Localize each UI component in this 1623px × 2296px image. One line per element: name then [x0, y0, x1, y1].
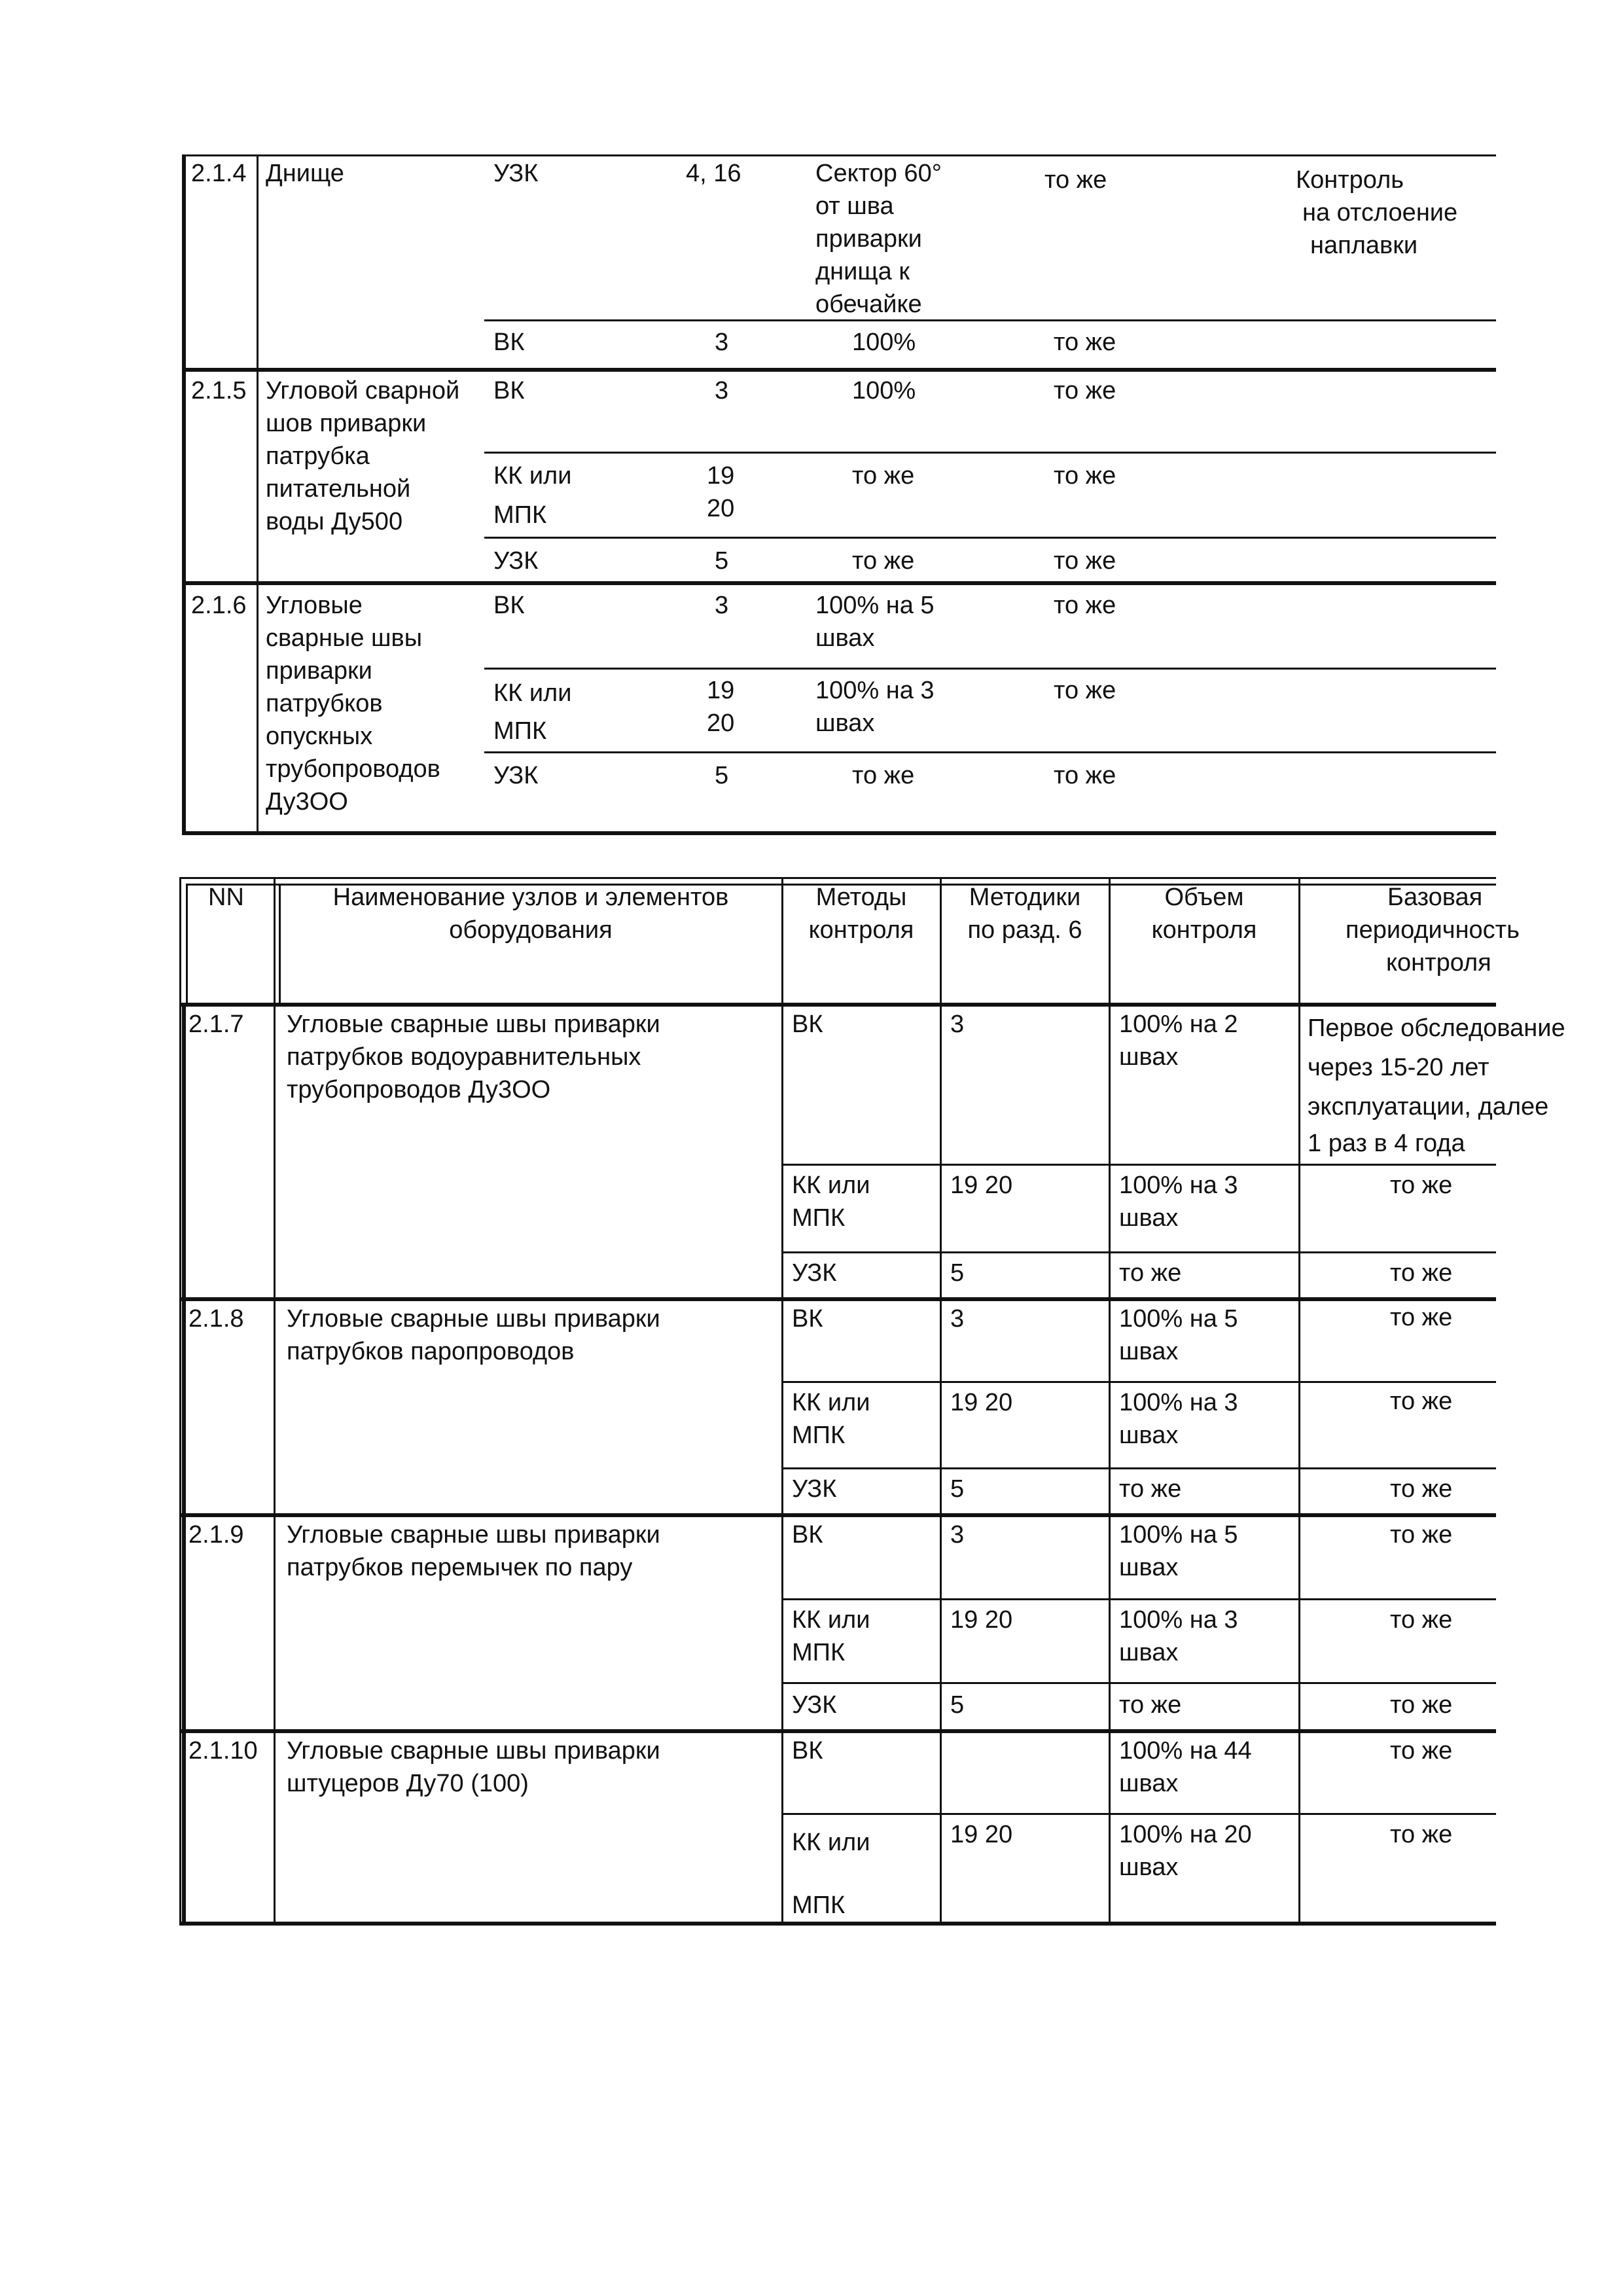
- row-name: Угловые: [266, 592, 363, 619]
- period: эксплуатации, далее: [1308, 1093, 1549, 1121]
- period: то же: [1054, 377, 1116, 404]
- period: то же: [1054, 329, 1116, 356]
- rule: [484, 319, 1496, 321]
- row-id: 2.1.10: [188, 1737, 258, 1765]
- row-name: Ду3ОО: [266, 788, 348, 816]
- row-id: 2.1.7: [188, 1011, 244, 1038]
- methodology: 19 20: [950, 1172, 1013, 1199]
- methodology: 19 20: [950, 1606, 1013, 1634]
- header-base: Базовая: [1387, 884, 1483, 911]
- methodology: 5: [950, 1259, 965, 1287]
- method: ВК: [792, 1521, 823, 1549]
- rule: [1109, 877, 1111, 1924]
- volume: то же: [1119, 1691, 1182, 1719]
- row-name: питательной: [266, 475, 411, 503]
- row-name: Угловые сварные швы приварки: [287, 1737, 660, 1765]
- rule: [182, 368, 1496, 372]
- row-name: трубопроводов Ду3ОО: [287, 1076, 551, 1103]
- row-name: Угловые сварные швы приварки: [287, 1305, 660, 1333]
- methodology: 20: [707, 709, 735, 737]
- header-methodology: Методики: [969, 884, 1081, 911]
- header-name: оборудования: [449, 916, 613, 944]
- row-name: патрубков водоуравнительных: [287, 1043, 641, 1071]
- row-name: Угловые сварные швы приварки: [287, 1011, 660, 1038]
- header-base-clip: [1301, 877, 1520, 982]
- period: Первое обследование: [1308, 1014, 1565, 1042]
- header-nn: NN: [208, 884, 244, 911]
- row-name: опускных: [266, 723, 373, 750]
- method: ВК: [493, 377, 525, 404]
- methodology: 3: [950, 1305, 965, 1333]
- period: то же: [1044, 166, 1107, 194]
- period: то же: [1054, 592, 1116, 619]
- rule: [182, 1003, 186, 1924]
- volume: то же: [852, 547, 915, 575]
- rule: [182, 831, 1496, 835]
- volume: швах: [1119, 1043, 1179, 1071]
- period: то же: [1390, 1259, 1453, 1287]
- method: КК или: [493, 462, 572, 490]
- method: УЗК: [792, 1475, 837, 1503]
- row-name: патрубков паропроводов: [287, 1338, 575, 1365]
- header-base: периодичность: [1346, 916, 1520, 944]
- methodology: 5: [715, 547, 729, 575]
- volume: 100% на 2: [1119, 1011, 1238, 1038]
- volume: швах: [1119, 1770, 1179, 1797]
- methodology: 4, 16: [686, 160, 741, 187]
- volume: 100%: [852, 329, 916, 356]
- row-name: воды Ду500: [266, 508, 403, 535]
- volume: 100% на 5: [1119, 1305, 1238, 1333]
- period: то же: [1054, 762, 1116, 789]
- method: КК или: [493, 679, 572, 707]
- volume: 100% на 3: [1119, 1389, 1238, 1416]
- method: УЗК: [792, 1259, 837, 1287]
- rule: [274, 877, 276, 1924]
- row-name: штуцеров Ду70 (100): [287, 1770, 529, 1797]
- volume: 100% на 44: [1119, 1737, 1252, 1765]
- rule: [940, 877, 942, 1924]
- volume: Сектор 60°: [815, 160, 942, 187]
- rule: [484, 452, 1496, 454]
- methodology: 20: [707, 495, 735, 522]
- period: то же: [1390, 1821, 1453, 1848]
- rule: [182, 154, 186, 835]
- row-name: шов приварки: [266, 410, 427, 437]
- row-name: трубопроводов: [266, 755, 440, 783]
- rule: [1298, 877, 1300, 1924]
- methodology: 5: [950, 1691, 965, 1719]
- note: Контроль: [1296, 166, 1404, 194]
- methodology: 5: [715, 762, 729, 789]
- volume: обечайке: [815, 291, 922, 318]
- method: ВК: [493, 592, 525, 619]
- methodology: 19: [707, 462, 735, 490]
- volume: 100%: [852, 377, 916, 404]
- rule: [781, 877, 783, 1924]
- methodology: 3: [950, 1521, 965, 1549]
- period: 1 раз в 4 года: [1308, 1130, 1465, 1157]
- header-volume: Объем: [1164, 884, 1244, 911]
- period: то же: [1390, 1691, 1453, 1719]
- method: КК или: [792, 1172, 870, 1199]
- methodology: 19 20: [950, 1821, 1013, 1848]
- period: то же: [1390, 1521, 1453, 1549]
- methodology: 3: [715, 592, 729, 619]
- row-name: Угловые сварные швы приварки: [287, 1521, 660, 1549]
- volume: 100% на 3: [1119, 1606, 1238, 1634]
- volume: днища к: [815, 258, 910, 285]
- method: МПК: [493, 717, 547, 745]
- method: УЗК: [493, 547, 539, 575]
- volume: приварки: [815, 225, 922, 253]
- volume: 100% на 3: [1119, 1172, 1238, 1199]
- row-name: сварные швы: [266, 624, 423, 652]
- method: ВК: [792, 1305, 823, 1333]
- volume: то же: [1119, 1475, 1182, 1503]
- rule: [186, 884, 188, 1005]
- methodology: 3: [715, 377, 729, 404]
- row-id: 2.1.4: [191, 160, 247, 187]
- row-name: Днище: [266, 160, 344, 187]
- volume: швах: [1119, 1639, 1179, 1666]
- volume: 100% на 5: [1119, 1521, 1238, 1549]
- volume: швах: [815, 709, 875, 737]
- rule: [182, 581, 1496, 585]
- method: КК или: [792, 1829, 870, 1856]
- rule: [484, 668, 1496, 670]
- method: ВК: [792, 1737, 823, 1765]
- method: МПК: [792, 1639, 846, 1666]
- volume: 100% на 3: [815, 677, 935, 704]
- period: то же: [1390, 1737, 1453, 1765]
- method: МПК: [493, 501, 547, 529]
- volume: то же: [852, 762, 915, 789]
- row-id: 2.1.5: [191, 377, 247, 404]
- rule: [179, 877, 181, 1924]
- row-name: патрубков: [266, 690, 383, 717]
- base-column-clip: [1301, 1005, 1565, 1922]
- period: то же: [1390, 1475, 1453, 1503]
- method: МПК: [792, 1422, 846, 1449]
- method: ВК: [493, 329, 525, 356]
- volume: швах: [815, 624, 875, 652]
- volume: то же: [1119, 1259, 1182, 1287]
- rule: [257, 154, 259, 835]
- volume: от шва: [815, 192, 894, 220]
- header-methodology: по разд. 6: [967, 916, 1082, 944]
- method: ВК: [792, 1011, 823, 1038]
- method: КК или: [792, 1389, 870, 1416]
- volume: швах: [1119, 1204, 1179, 1232]
- method: УЗК: [493, 762, 539, 789]
- header-volume: контроля: [1151, 916, 1257, 944]
- method: УЗК: [792, 1691, 837, 1719]
- volume: 100% на 5: [815, 592, 935, 619]
- methodology: 3: [715, 329, 729, 356]
- period: то же: [1054, 462, 1116, 490]
- volume: швах: [1119, 1338, 1179, 1365]
- row-id: 2.1.6: [191, 592, 247, 619]
- period: то же: [1054, 677, 1116, 704]
- volume: швах: [1119, 1422, 1179, 1449]
- note: наплавки: [1310, 232, 1418, 259]
- methodology: 19 20: [950, 1389, 1013, 1416]
- method: МПК: [792, 1204, 846, 1232]
- volume: 100% на 20: [1119, 1821, 1252, 1848]
- volume: то же: [852, 462, 915, 490]
- header-base: контроля: [1386, 949, 1491, 977]
- header-methods: Методы: [815, 884, 907, 911]
- row-name: патрубка: [266, 442, 370, 470]
- method: МПК: [792, 1892, 846, 1919]
- period: то же: [1390, 1172, 1453, 1199]
- volume: швах: [1119, 1854, 1179, 1881]
- period: через 15-20 лет: [1308, 1054, 1489, 1081]
- methodology: 19: [707, 677, 735, 704]
- rule: [484, 537, 1496, 539]
- methodology: 3: [950, 1011, 965, 1038]
- rule: [484, 751, 1496, 753]
- header-methods: контроля: [808, 916, 914, 944]
- rule: [182, 154, 1496, 156]
- method: КК или: [792, 1606, 870, 1634]
- volume: швах: [1119, 1554, 1179, 1581]
- period: то же: [1390, 1388, 1453, 1415]
- row-name: Угловой сварной: [266, 377, 460, 404]
- methodology: 5: [950, 1475, 965, 1503]
- period: то же: [1390, 1304, 1453, 1331]
- period: то же: [1054, 547, 1116, 575]
- row-name: приварки: [266, 657, 372, 685]
- row-name: патрубков перемычек по пару: [287, 1554, 633, 1581]
- method: УЗК: [493, 160, 539, 187]
- row-id: 2.1.8: [188, 1305, 244, 1333]
- period: то же: [1390, 1606, 1453, 1634]
- row-id: 2.1.9: [188, 1521, 244, 1549]
- note: на отслоение: [1302, 199, 1458, 226]
- header-name: Наименование узлов и элементов: [332, 884, 729, 911]
